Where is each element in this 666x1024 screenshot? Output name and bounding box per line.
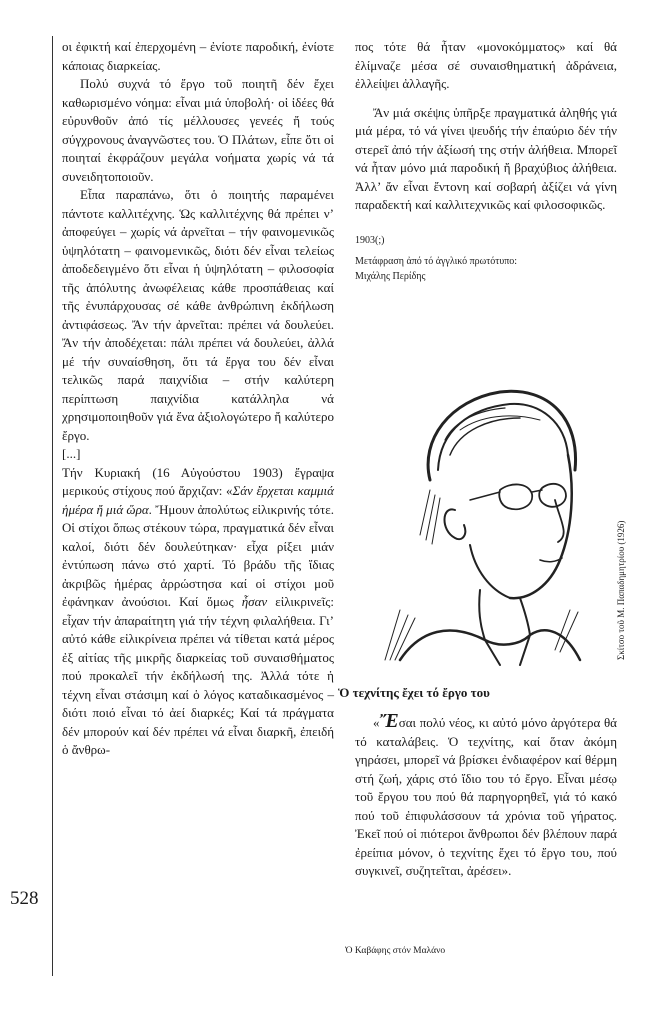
paragraph: πος τότε θά ἦταν «μονοκόμματος» καί θά ἐλίμναζε μέσα σέ συναισθηματική ἀδράνεια, ἐλλείψει ἀλλαγῆς.	[355, 39, 617, 91]
portrait-sketch	[360, 360, 600, 670]
paragraph	[62, 464, 334, 760]
quote-source: Ὁ Καβάφης στόν Μαλάνο	[345, 946, 446, 956]
caption-text: Σκίτσο τοῦ Μ. Παπαδημητρίου (1926)	[616, 520, 626, 660]
paragraph: Εἶπα παραπάνω, ὅτι ὁ ποιητής παραμένει πάντοτε καλλιτέχνης. Ὡς καλλιτέχνης θά πρέπει ν’ ἀποφεύγει – χωρίς νά ἀρνεῖται – τήν φαινομενικῶς ὑψηλότατη – φαινομενικῶς, διότι δέν εἶναι τελείως ἀποδεδειγμένο ὅτι εἶναι ἡ ὑψηλότατη – φιλοσοφία τῆς ἀπόλυτης ἀνωφέλειας κάθε προσπάθειας καί τῆς ἐνυπάρχουσας σέ κάθε ἀνθρώπινη ἐκδήλωση ἀντιφάσεως. Ἄν τήν ἀρνεῖται: πρέπει νά δουλεύει. Ἄν τήν ἀποδέχεται: πάλι πρέπει νά δουλεύει, ἀλλά μέ τήν συναίσθηση, ὅτι τά ἔργα του δέν εἶναι τελικῶς παρά παιχνίδια – στήν καλύτερη περίπτωση παιχνίδια κατάλληλα νά χρησιμοποιηθοῦν γιά ἕνα ἀξιολογώτερο ἤ καλύτερο ἔργο.	[62, 187, 334, 443]
column-rule	[52, 36, 53, 976]
ellipsis-marker: [...]	[62, 446, 81, 461]
quote-text: σαι πολύ νέος, κι αὐτό μόνο ἀργότερα θά τό καταλάβεις. Ὁ τεχνίτης, καί ὅταν ἀκόμη γηράσει, μπορεῖ νά βρίσκει ἐνδιαφέρον καί θέρμη στή ζωή, χάρις στό ἴδιο του τό ἔργο. Εἶναι μέσῳ τοῦ ἔργου του πού θά παρηγορηθεῖ, γιά τό κακό πού τοῦ ἐπιφυλάσσουν τά χρόνια τοῦ γήρατος. Ἐκεῖ πού οἱ πιότεροι ἄνθρωποι δέν βλέπουν παρά ἐρείπια μόνον, ὁ τεχνίτης ἔχει τό ἔργο του, πού συγκινεῖ, συζητεῖται, ἀρέσει».	[355, 715, 617, 878]
italic-word: ἦσαν	[241, 594, 268, 609]
text-run: . Ἤμουν ἀπολύτως εἰλικρινής τότε. Οἱ στίχοι ὅπως στέκουν τώρα, πραγματικά δέν εἶναι καλοί, διότι δέν δουλεύτηκαν· εἶχα ρίξει μιάν ἐντύπωση πάνω στό χαρτί. Τό βράδυ τῆς ἴδιας ἀκριβῶς ἡμέρας ἀρρώστησα καί οἱ στίχοι μοῦ ἐφάνηκαν ἀνούσιοι. Καί ὅμως	[62, 501, 334, 609]
paragraph: οι ἐφικτή καί ἐπερχομένη – ἐνίοτε παροδική, ἐνίοτε κάποιας διαρκείας.	[62, 39, 334, 73]
paragraph: Πολύ συχνά τό ἔργο τοῦ ποιητῆ δέν ἔχει καθωρισμένο νόημα: εἶναι μιά ὑποβολή· οἱ ἰδέες θά εὐρυνθοῦν ἀπό τίς μέλλουσες γενεές ἤ τούς σύγχρονους ἀναγνῶστες του. Ὁ Πλάτων, εἶπε ὅτι οἱ ποιηταί ἐκφράζουν μεγάλα νοήματα χωρίς νά τά συνειδητοποιοῦν.	[62, 76, 334, 184]
text-run: Τήν Κυριακή (16 Αὐγούστου 1903) ἔγραψα μερικούς στίχους πού ἄρχιζαν: «	[62, 464, 334, 498]
translation-credit: Μετάφραση ἀπό τό ἀγγλικό πρωτότυπο:	[355, 255, 518, 267]
drop-cap: Ἔ	[379, 710, 399, 732]
right-column	[355, 38, 617, 284]
section-title: Ὁ τεχνίτης ἔχει τό ἔργο του	[338, 685, 490, 700]
quote-block	[355, 712, 617, 881]
italic-quote: Σάν ἔρχεται καμμιά ἡμέρα ἤ μιά ὥρα	[62, 483, 334, 517]
paragraph: Ἄν μιά σκέψις ὑπῆρξε πραγματικά ἀληθής γιά μιά μέρα, τό νά γίνει ψευδής τήν ἐπαύριο δέν τήν στερεῖ ἀπό τήν ἀξίωσή της στήν ἀλήθεια. Μπορεῖ νά ἦταν μόνο μιά παροδική ἤ βραχύβιος ἀλήθεια. Ἀλλ’ ἄν εἶναι ἔντονη καί σοβαρή ἀξίζει νά γίνη παραδεκτή καί καλλιτεχνικῶς καί φιλοσοφικῶς.	[355, 104, 617, 212]
translator-name: Μιχάλης Περίδης	[355, 270, 426, 282]
left-column	[62, 38, 334, 760]
portrait-caption	[602, 520, 626, 660]
page-number: 528	[10, 888, 39, 909]
text-run: εἰλικρινεῖς: εἶχαν τήν ἀπαραίτητη γιά τήν τέχνη φιλαλήθεια. Γι’ αὐτό κάθε εἰλικρίνεια πρέπει νά τίθεται κατά μέρος ἐξ αἰτίας τῆς μικρῆς διαρκείας τοῦ συναισθήματος πού προκαλεῖ τήν ἐκδήλωσή της. Ἀλλά τότε ἡ τέχνη εἶναι στάσιμη καί ὁ λόγος καταδικασμένος – διότι ποιό εἶναι τό ἀεί διαρκές; Καί τά πράγματα δέν μπορούν καί δέν πρέπει νά εἶναι διαρκῆ, ἐπειδή ὁ ἄνθρω-	[62, 594, 335, 757]
open-quote-mark: «	[373, 715, 380, 730]
date-line: 1903(;)	[355, 234, 385, 246]
portrait-drawing	[360, 360, 600, 670]
quote-paragraph	[355, 712, 617, 881]
